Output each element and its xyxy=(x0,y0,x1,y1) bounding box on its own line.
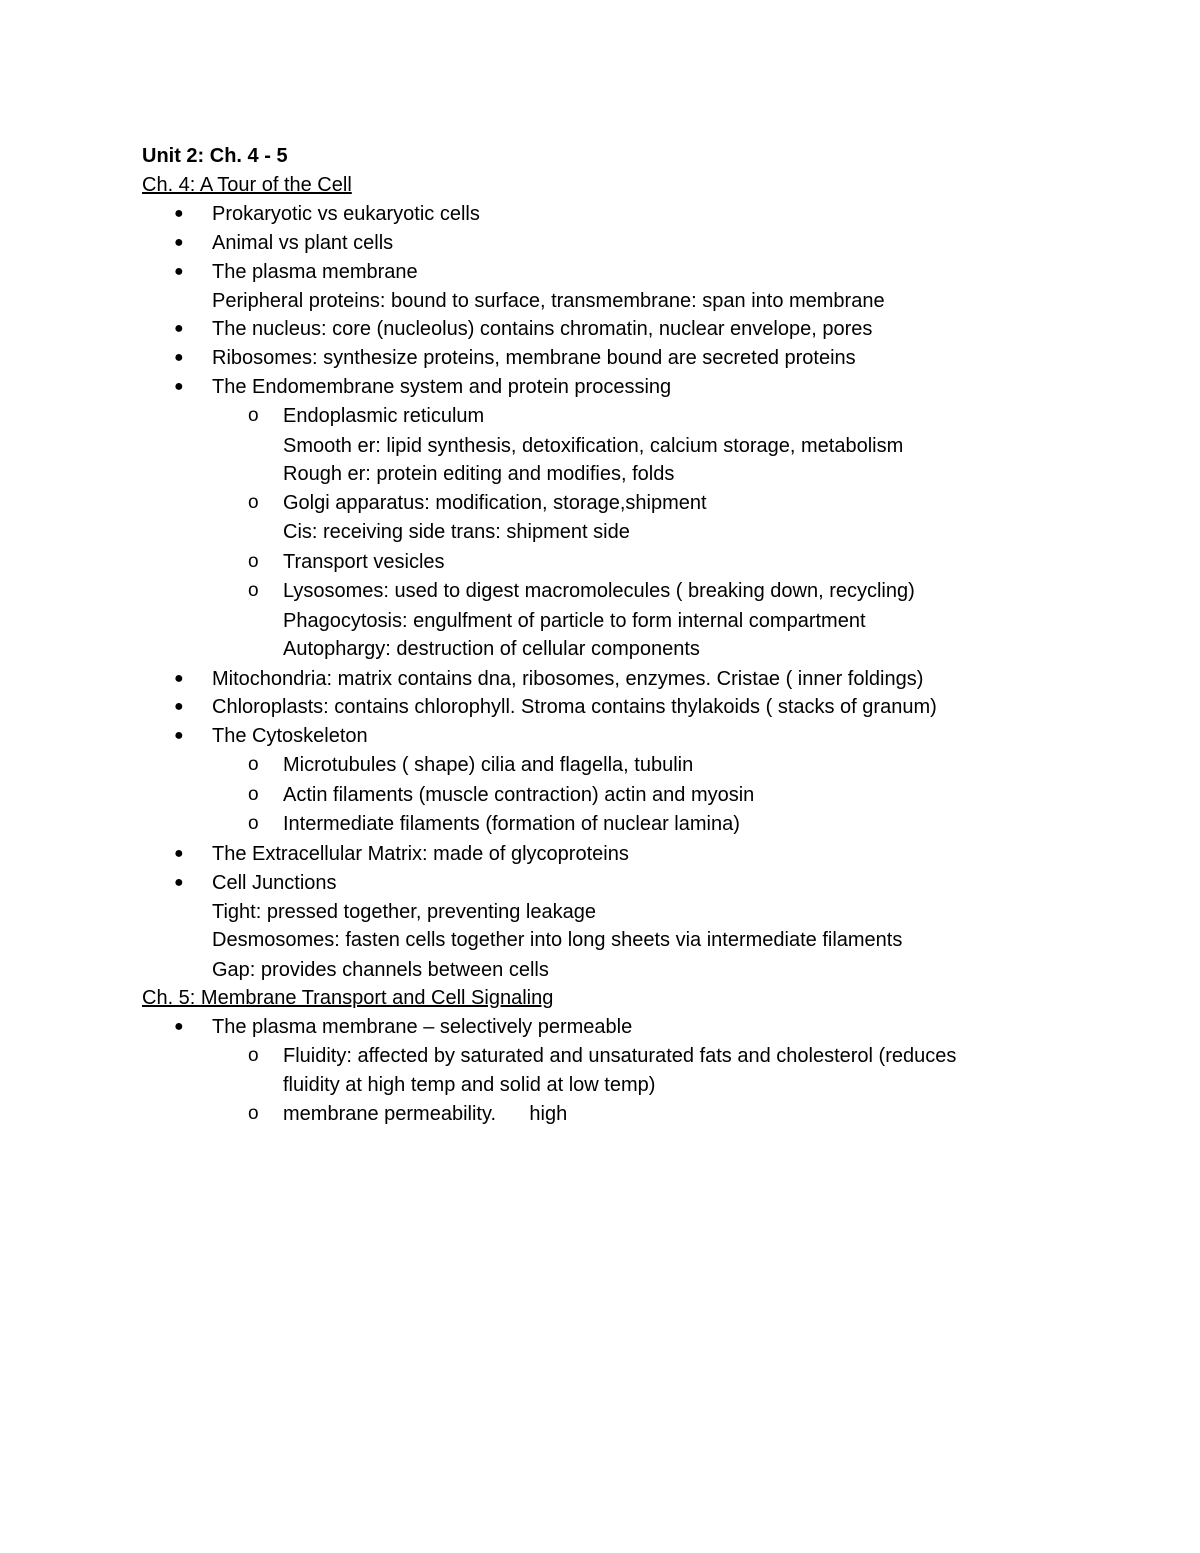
sub-list-item: Transport vesicles xyxy=(283,551,445,573)
list-item: The Extracellular Matrix: made of glycoproteins xyxy=(212,843,629,865)
sub-list-item: Fluidity: affected by saturated and unsaturated fats and cholesterol (reduces xyxy=(283,1045,957,1067)
list-item: The plasma membrane – selectively permeable xyxy=(212,1016,633,1038)
circle-bullet-icon: o xyxy=(248,784,259,805)
sub-list-item-note: Phagocytosis: engulfment of particle to form internal compartment xyxy=(283,610,866,632)
bullet-icon: ● xyxy=(174,234,184,251)
list-item: Animal vs plant cells xyxy=(212,232,394,254)
sub-list-item-note: Cis: receiving side trans: shipment side xyxy=(283,521,630,543)
circle-bullet-icon: o xyxy=(248,1045,259,1066)
document-title: Unit 2: Ch. 4 - 5 xyxy=(142,145,288,167)
list-item-note: Peripheral proteins: bound to surface, transmembrane: span into membrane xyxy=(212,290,885,312)
list-item: The Endomembrane system and protein processing xyxy=(212,376,672,398)
circle-bullet-icon: o xyxy=(248,754,259,775)
circle-bullet-icon: o xyxy=(248,813,259,834)
bullet-icon: ● xyxy=(174,698,184,715)
sub-list-item-note: fluidity at high temp and solid at low temp) xyxy=(283,1074,656,1096)
bullet-icon: ● xyxy=(174,263,184,280)
list-item: Mitochondria: matrix contains dna, ribosomes, enzymes. Cristae ( inner foldings) xyxy=(212,668,924,690)
sub-list-item: Lysosomes: used to digest macromolecules ( breaking down, recycling) xyxy=(283,580,915,602)
bullet-icon: ● xyxy=(174,378,184,395)
circle-bullet-icon: o xyxy=(248,551,259,572)
circle-bullet-icon: o xyxy=(248,405,259,426)
bullet-icon: ● xyxy=(174,874,184,891)
circle-bullet-icon: o xyxy=(248,492,259,513)
bullet-icon: ● xyxy=(174,727,184,744)
sub-list-item-note: Rough er: protein editing and modifies, folds xyxy=(283,463,675,485)
list-item: The plasma membrane xyxy=(212,261,418,283)
chapter-5-heading: Ch. 5: Membrane Transport and Cell Signaling xyxy=(142,987,554,1009)
list-item: The nucleus: core (nucleolus) contains chromatin, nuclear envelope, pores xyxy=(212,318,873,340)
bullet-icon: ● xyxy=(174,349,184,366)
sub-list-item: Intermediate filaments (formation of nuclear lamina) xyxy=(283,813,740,835)
sub-list-item-note: Autophargy: destruction of cellular components xyxy=(283,638,700,660)
chapter-4-heading: Ch. 4: A Tour of the Cell xyxy=(142,174,352,196)
bullet-icon: ● xyxy=(174,205,184,222)
sub-list-item-note: Smooth er: lipid synthesis, detoxification, calcium storage, metabolism xyxy=(283,435,904,457)
list-item: Chloroplasts: contains chlorophyll. Stroma contains thylakoids ( stacks of granum) xyxy=(212,696,937,718)
sub-list-item: Microtubules ( shape) cilia and flagella, tubulin xyxy=(283,754,694,776)
sub-list-item: Golgi apparatus: modification, storage,shipment xyxy=(283,492,707,514)
list-item: Prokaryotic vs eukaryotic cells xyxy=(212,203,480,225)
sub-list-item: Actin filaments (muscle contraction) actin and myosin xyxy=(283,784,755,806)
circle-bullet-icon: o xyxy=(248,580,259,601)
circle-bullet-icon: o xyxy=(248,1103,259,1124)
list-item-note: Gap: provides channels between cells xyxy=(212,959,549,981)
list-item-note: Tight: pressed together, preventing leakage xyxy=(212,901,596,923)
bullet-icon: ● xyxy=(174,320,184,337)
list-item: The Cytoskeleton xyxy=(212,725,368,747)
bullet-icon: ● xyxy=(174,845,184,862)
list-item-note: Desmosomes: fasten cells together into long sheets via intermediate filaments xyxy=(212,929,903,951)
sub-list-item: membrane permeability. high xyxy=(283,1103,568,1125)
bullet-icon: ● xyxy=(174,670,184,687)
bullet-icon: ● xyxy=(174,1018,184,1035)
list-item: Ribosomes: synthesize proteins, membrane bound are secreted proteins xyxy=(212,347,856,369)
sub-list-item: Endoplasmic reticulum xyxy=(283,405,485,427)
list-item: Cell Junctions xyxy=(212,872,337,894)
